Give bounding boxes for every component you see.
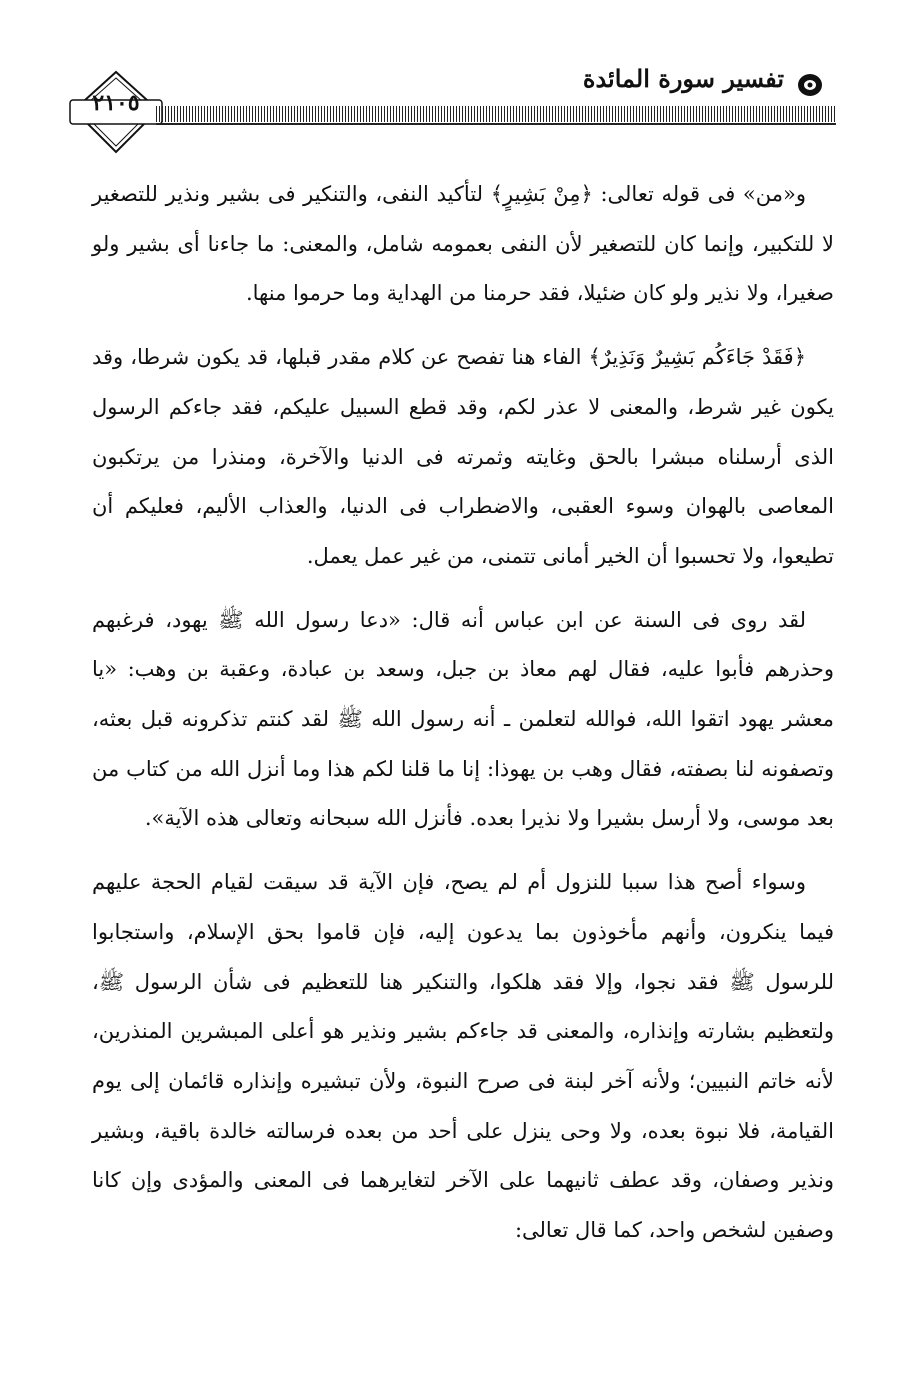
page-number: ٢١٠٥ xyxy=(92,90,140,116)
page-header xyxy=(66,60,836,160)
paragraph: وسواء أصح هذا سببا للنزول أم لم يصح، فإن الآية قد سيقت لقيام الحجة عليهم فيما ينكرون، وأنهم مأخوذون بما يدعون إليه، فإن قاموا بحق الإسلام، واستجابوا للرسول ﷺ فقد نجوا، وإلا فقد هلكوا، والتنكير هنا للتعظيم فى شأن الرسول ﷺ، ولتعظيم بشارته وإنذاره، والمعنى قد جاءكم بشير ونذير هو أعلى المبشرين المنذرين، لأنه خاتم النبيين؛ ولأنه آخر لبنة فى صرح النبوة، ولأن تبشيره وإنذاره قائمان إلى يوم القيامة، فلا نبوة بعده، ولا وحى ينزل على أحد من بعده فرسالته خالدة باقية، وبشير ونذير وصفان، وقد عطف ثانيهما على الآخر لتغايرهما فى المعنى والمؤدى وإن كانا وصفين لشخص واحد، كما قال تعالى: xyxy=(92,870,834,1243)
paragraph: ﴿فَقَدْ جَاءَكُم بَشِيرٌ وَنَذِيرٌ﴾ الفاء هنا تفصح عن كلام مقدر قبلها، قد يكون شرطا، وقد يكون غير شرط، والمعنى لا عذر لكم، وقد قطع السبيل عليكم، فقد جاءكم الرسول الذى أرسلناه مبشرا بالحق وغايته وثمرته فى الدنيا والآخرة، ومنذرا من يرتكبون المعاصى بالهوان وسوء العقبى، والاضطراب فى الدنيا، والعذاب الأليم، فعليكم أن تطيعوا، ولا تحسبوا أن الخير أمانى تتمنى، من غير عمل يعمل. xyxy=(92,345,834,568)
page-title: تفسير سورة المائدة xyxy=(582,64,784,93)
header-rule xyxy=(156,106,836,122)
paragraph: و«من» فى قوله تعالى: ﴿مِنْ بَشِيرٍ﴾ لتأكيد النفى، والتنكير فى بشير ونذير للتصغير لا للتكبير، وإنما كان للتصغير لأن النفى بعمومه شامل، والمعنى: ما جاءنا أى بشير ولو صغيرا، ولا نذير ولو كان ضئيلا، فقد حرمنا من الهداية وما حرموا منها. xyxy=(92,182,834,306)
page-number-badge xyxy=(66,70,166,160)
body-text xyxy=(92,170,834,1270)
paragraph: لقد روى فى السنة عن ابن عباس أنه قال: «دعا رسول الله ﷺ يهود، فرغبهم وحذرهم فأبوا عليه، فقال لهم معاذ بن جبل، وسعد بن عبادة، وعقبة بن وهب: «يا معشر يهود اتقوا الله، فوالله لتعلمن ـ أنه رسول الله ﷺ لقد كنتم تذكرونه قبل بعثه، وتصفونه لنا بصفته، فقال وهب بن يهوذا: إنا ما قلنا لكم هذا وما أنزل الله من كتاب من بعد موسى، ولا أرسل بشيرا ولا نذيرا بعده. فأنزل الله سبحانه وتعالى هذه الآية». xyxy=(92,607,834,831)
floral-ornament-icon xyxy=(796,72,824,98)
